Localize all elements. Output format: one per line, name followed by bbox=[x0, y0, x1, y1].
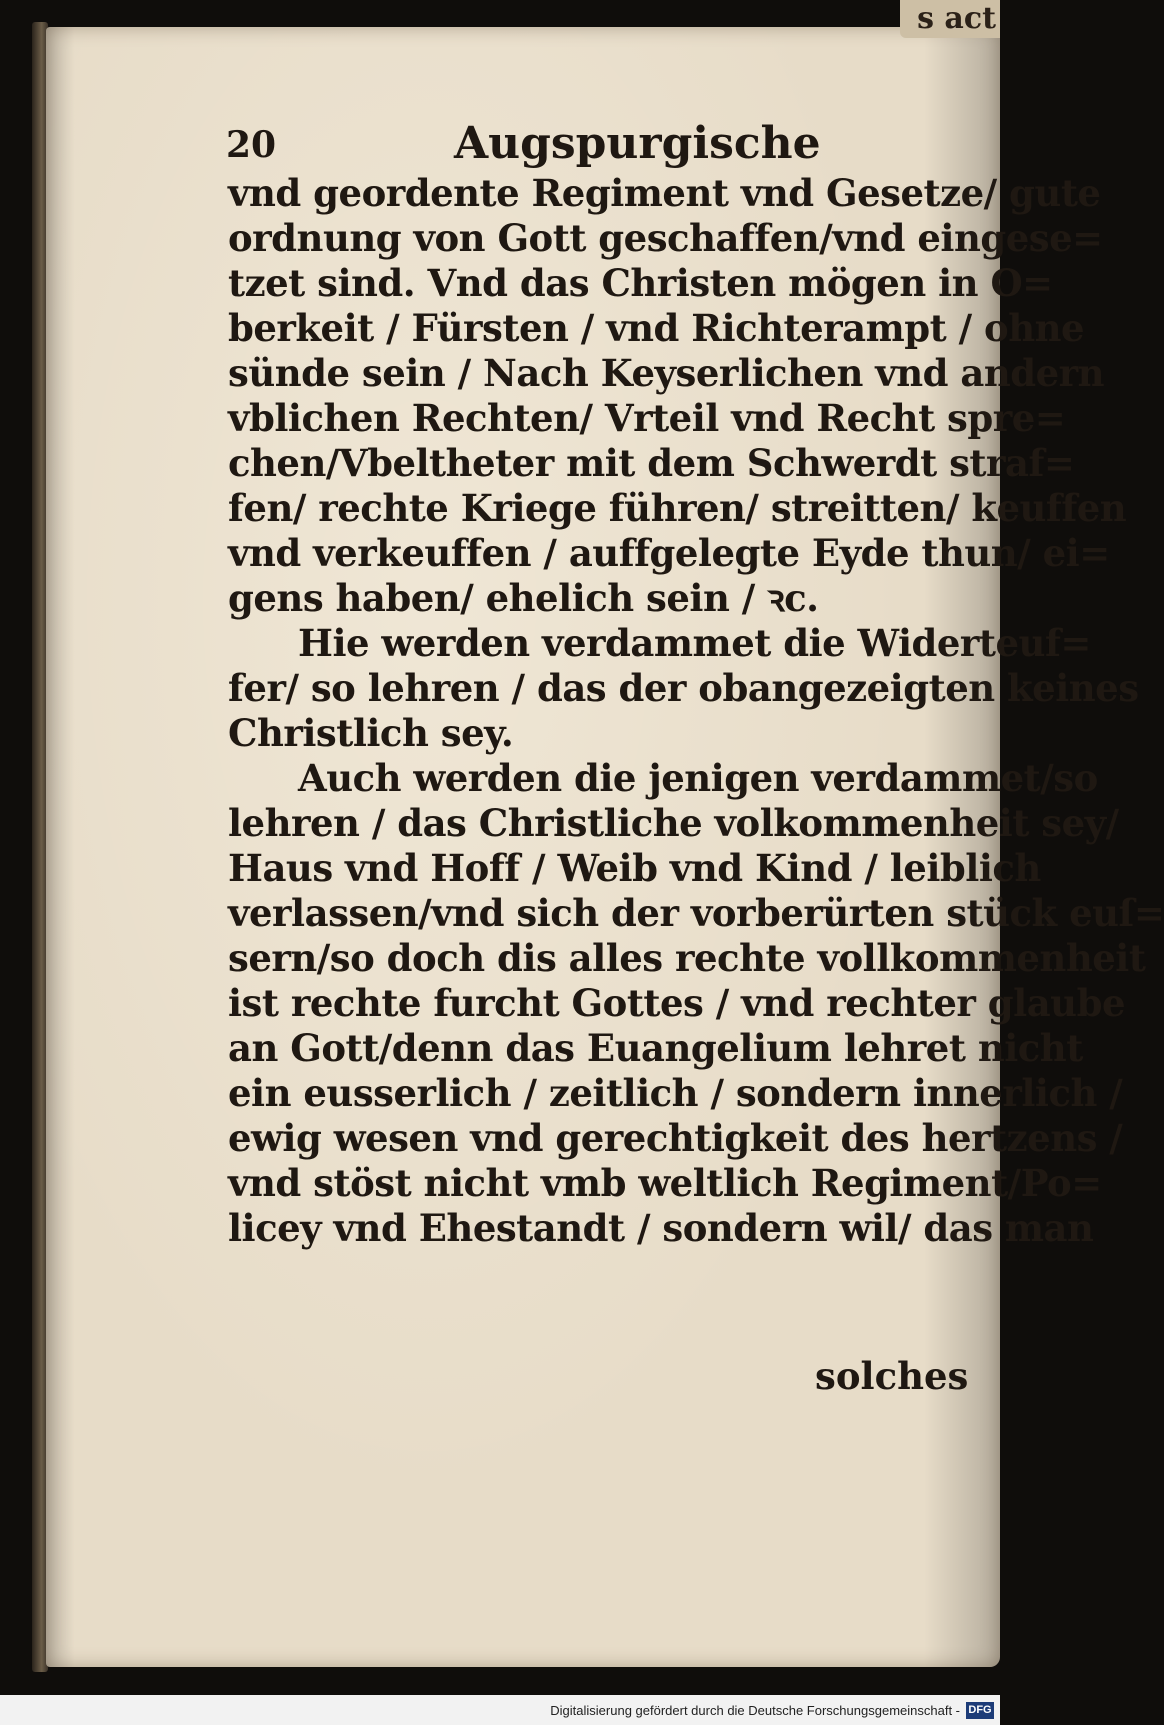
text-line: ordnung von Gott geschaffen/vnd eingese= bbox=[228, 216, 1103, 260]
text-line: ein eusserlich / zeitlich / sondern innerlich / bbox=[228, 1071, 1123, 1115]
text-line: vnd verkeuffen / auffgelegte Eyde thun/ ei= bbox=[228, 531, 1110, 575]
text-line: Auch werden die jenigen verdammet/so bbox=[298, 756, 1098, 800]
text-line: Haus vnd Hoff / Weib vnd Kind / leiblich bbox=[228, 846, 1041, 890]
page-header bbox=[226, 118, 1006, 174]
text-line: gens haben/ ehelich sein / ꝛc. bbox=[228, 576, 819, 620]
text-line: vnd geordente Regiment vnd Gesetze/ gute bbox=[228, 171, 1101, 215]
text-line: ewig wesen vnd gerechtigkeit des hertzens / bbox=[228, 1116, 1123, 1160]
text-line: berkeit / Fürsten / vnd Richterampt / ohne bbox=[228, 306, 1085, 350]
text-line: vblichen Rechten/ Vrteil vnd Recht spre= bbox=[228, 396, 1066, 440]
text-line: Hie werden verdammet die Widerteuf= bbox=[298, 621, 1091, 665]
text-line: sünde sein / Nach Keyserlichen vnd andern bbox=[228, 351, 1105, 395]
text-line: fer/ so lehren / das der obangezeigten keines bbox=[228, 666, 1139, 710]
text-line: Christlich sey. bbox=[228, 711, 514, 755]
page-number: 20 bbox=[226, 124, 277, 166]
text-line: licey vnd Ehestandt / sondern wil/ das man bbox=[228, 1206, 1094, 1250]
catchword: solches bbox=[815, 1354, 969, 1398]
text-line: ist rechte furcht Gottes / vnd rechter glaube bbox=[228, 981, 1125, 1025]
text-line: sern/so doch dis alles rechte vollkommenheit bbox=[228, 936, 1146, 980]
text-line: tzet sind. Vnd das Christen mögen in O= bbox=[228, 261, 1053, 305]
text-line: lehren / das Christliche volkommenheit sey/ bbox=[228, 801, 1119, 845]
text-line: verlassen/vnd sich der vorberürten stück euſ= bbox=[228, 891, 1164, 935]
running-title: Augspurgische bbox=[454, 118, 821, 169]
text-line: an Gott/denn das Euangelium lehret nicht bbox=[228, 1026, 1083, 1070]
text-line: chen/Vbeltheter mit dem Schwerdt straf= bbox=[228, 441, 1075, 485]
text-line: vnd stöst nicht vmb weltlich Regiment/Po= bbox=[228, 1161, 1102, 1205]
dfg-logo-icon: DFG bbox=[966, 1702, 994, 1719]
text-line: fen/ rechte Kriege führen/ streitten/ keuffen bbox=[228, 486, 1127, 530]
funding-credit: Digitalisierung gefördert durch die Deutsche Forschungsgemeinschaft - bbox=[550, 1703, 960, 1718]
adjacent-page-fragment: s act bbox=[900, 0, 1000, 38]
footer-bar bbox=[0, 1695, 1000, 1725]
